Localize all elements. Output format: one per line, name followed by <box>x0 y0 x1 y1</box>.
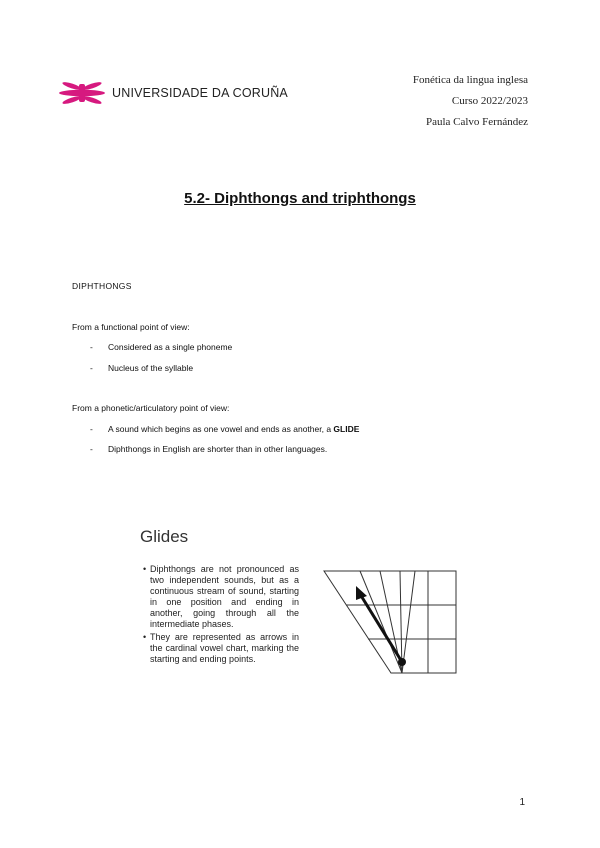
bullet-dot: • <box>143 632 147 642</box>
dash-bullet: - <box>90 342 93 352</box>
bullet-dot: • <box>143 564 147 574</box>
author-name: Paula Calvo Fernández <box>425 116 528 128</box>
dash-bullet: - <box>90 444 93 454</box>
glide-arrow-icon <box>356 586 406 666</box>
phonetic-item-1-text: A sound which begins as one vowel and ends as another, a <box>108 424 332 434</box>
page-number: 1 <box>519 797 525 808</box>
university-logo <box>58 82 288 104</box>
course-year: Curso 2022/2023 <box>451 95 528 107</box>
slide-bullet-list <box>143 564 299 667</box>
vowel-chart-outline <box>324 571 456 673</box>
slide-bullet <box>143 632 299 665</box>
dash-bullet: - <box>90 363 93 373</box>
header-info <box>413 70 528 133</box>
course-name: Fonética da lingua inglesa <box>412 74 528 86</box>
slide-bullet <box>143 564 299 630</box>
vowel-chart-grid-line <box>402 571 415 673</box>
slide-bullet-text: Diphthongs are not pronounced as two independent sounds, but as a continuous stream of sound, starting in one position and ending in another, going through all the intermediate phases. <box>150 564 299 629</box>
phonetic-item-2: Diphthongs in English are shorter than in other languages. <box>108 444 328 454</box>
phonetic-item-1 <box>108 424 359 434</box>
glide-keyword: GLIDE <box>333 424 360 434</box>
university-name: UNIVERSIDADE DA CORUÑA <box>112 86 288 100</box>
functional-item-2: Nucleus of the syllable <box>108 363 194 373</box>
functional-intro: From a functional point of view: <box>72 322 190 332</box>
university-logo-icon <box>58 82 106 104</box>
functional-item-1: Considered as a single phoneme <box>108 342 233 352</box>
section-heading: DIPHTHONGS <box>72 281 132 291</box>
slide-bullet-text: They are represented as arrows in the cardinal vowel chart, marking the starting and ending points. <box>150 632 299 664</box>
vowel-chart <box>320 566 460 682</box>
slide-title: Glides <box>140 527 189 546</box>
phonetic-intro: From a phonetic/articulatory point of view: <box>72 403 230 413</box>
dash-bullet: - <box>90 424 93 434</box>
page-title: 5.2- Diphthongs and triphthongs <box>184 190 416 207</box>
